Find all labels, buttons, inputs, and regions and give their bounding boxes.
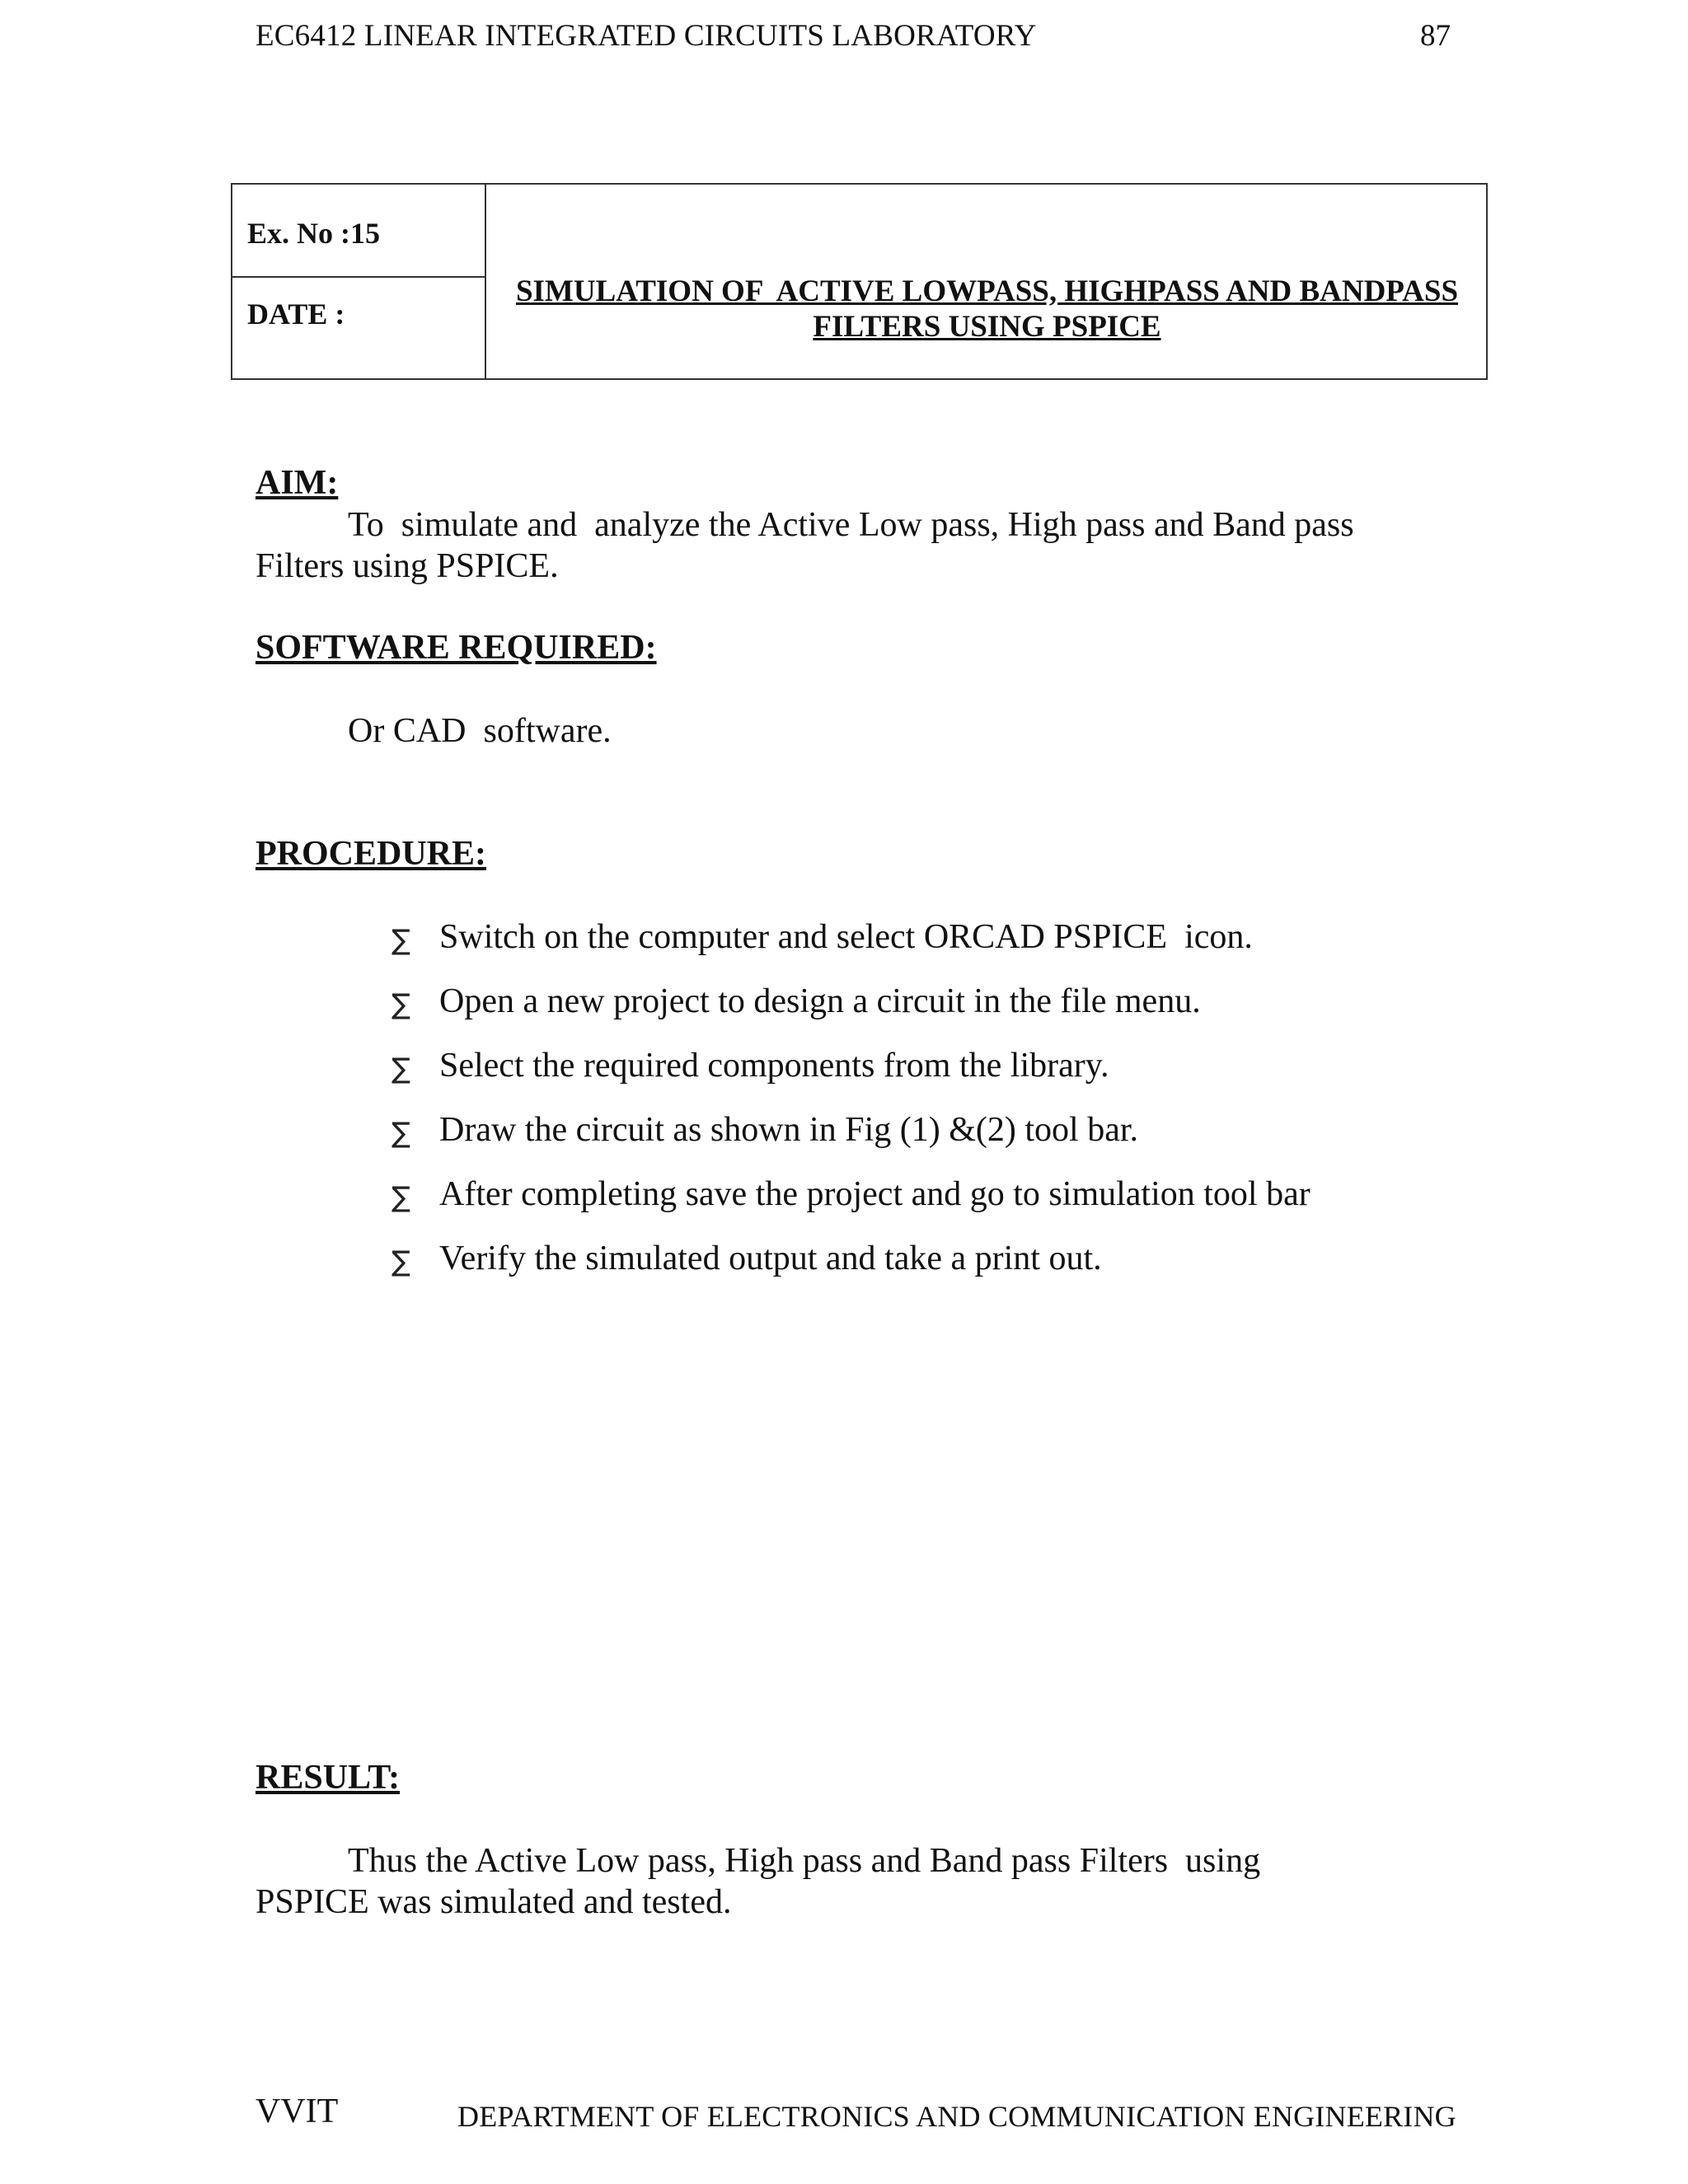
experiment-title-line-2: FILTERS USING PSPICE xyxy=(813,310,1161,344)
procedure-step-text: Open a new project to design a circuit in the file menu. xyxy=(439,982,1201,1020)
experiment-title-line-1: SIMULATION OF ACTIVE LOWPASS, HIGHPASS AND BANDPASS xyxy=(515,274,1459,308)
software-required-text: Or CAD software. xyxy=(348,712,612,750)
aim-text-line-1: To simulate and analyze the Active Low pass, High pass and Band pass xyxy=(348,506,1354,544)
sigma-bullet-icon: ∑ xyxy=(392,924,410,957)
page-number: 87 xyxy=(1420,19,1451,53)
experiment-number: Ex. No :15 xyxy=(247,217,380,250)
procedure-step-text: Select the required components from the library. xyxy=(439,1047,1109,1085)
result-text-line-2: PSPICE was simulated and tested. xyxy=(256,1883,732,1921)
footer-department: DEPARTMENT OF ELECTRONICS AND COMMUNICATION ENGINEERING xyxy=(457,2100,1456,2133)
experiment-meta-column xyxy=(232,185,486,378)
experiment-title xyxy=(486,274,1488,344)
procedure-heading: PROCEDURE: xyxy=(256,835,486,873)
aim-text-line-2: Filters using PSPICE. xyxy=(256,547,559,585)
sigma-bullet-icon: ∑ xyxy=(392,1181,410,1214)
sigma-bullet-icon: ∑ xyxy=(392,1052,410,1085)
procedure-step-text: After completing save the project and go to simulation tool bar xyxy=(439,1175,1311,1213)
date-label: DATE : xyxy=(247,298,345,330)
running-header-title: EC6412 LINEAR INTEGRATED CIRCUITS LABORATORY xyxy=(256,19,1037,53)
sigma-bullet-icon: ∑ xyxy=(392,1245,410,1278)
experiment-header-box xyxy=(231,183,1488,380)
result-heading: RESULT: xyxy=(256,1759,401,1797)
sigma-bullet-icon: ∑ xyxy=(392,1117,410,1150)
aim-heading: AIM: xyxy=(256,464,339,502)
meta-row-divider xyxy=(232,276,486,278)
procedure-step-text: Draw the circuit as shown in Fig (1) &(2) tool bar. xyxy=(439,1111,1138,1149)
procedure-step-text: Verify the simulated output and take a print out. xyxy=(439,1240,1102,1277)
sigma-bullet-icon: ∑ xyxy=(392,988,410,1021)
result-text-line-1: Thus the Active Low pass, High pass and Band pass Filters using xyxy=(348,1842,1261,1880)
footer-institution: VVIT xyxy=(256,2093,339,2130)
software-required-heading: SOFTWARE REQUIRED: xyxy=(256,629,657,667)
procedure-step-text: Switch on the computer and select ORCAD PSPICE icon. xyxy=(439,918,1253,956)
